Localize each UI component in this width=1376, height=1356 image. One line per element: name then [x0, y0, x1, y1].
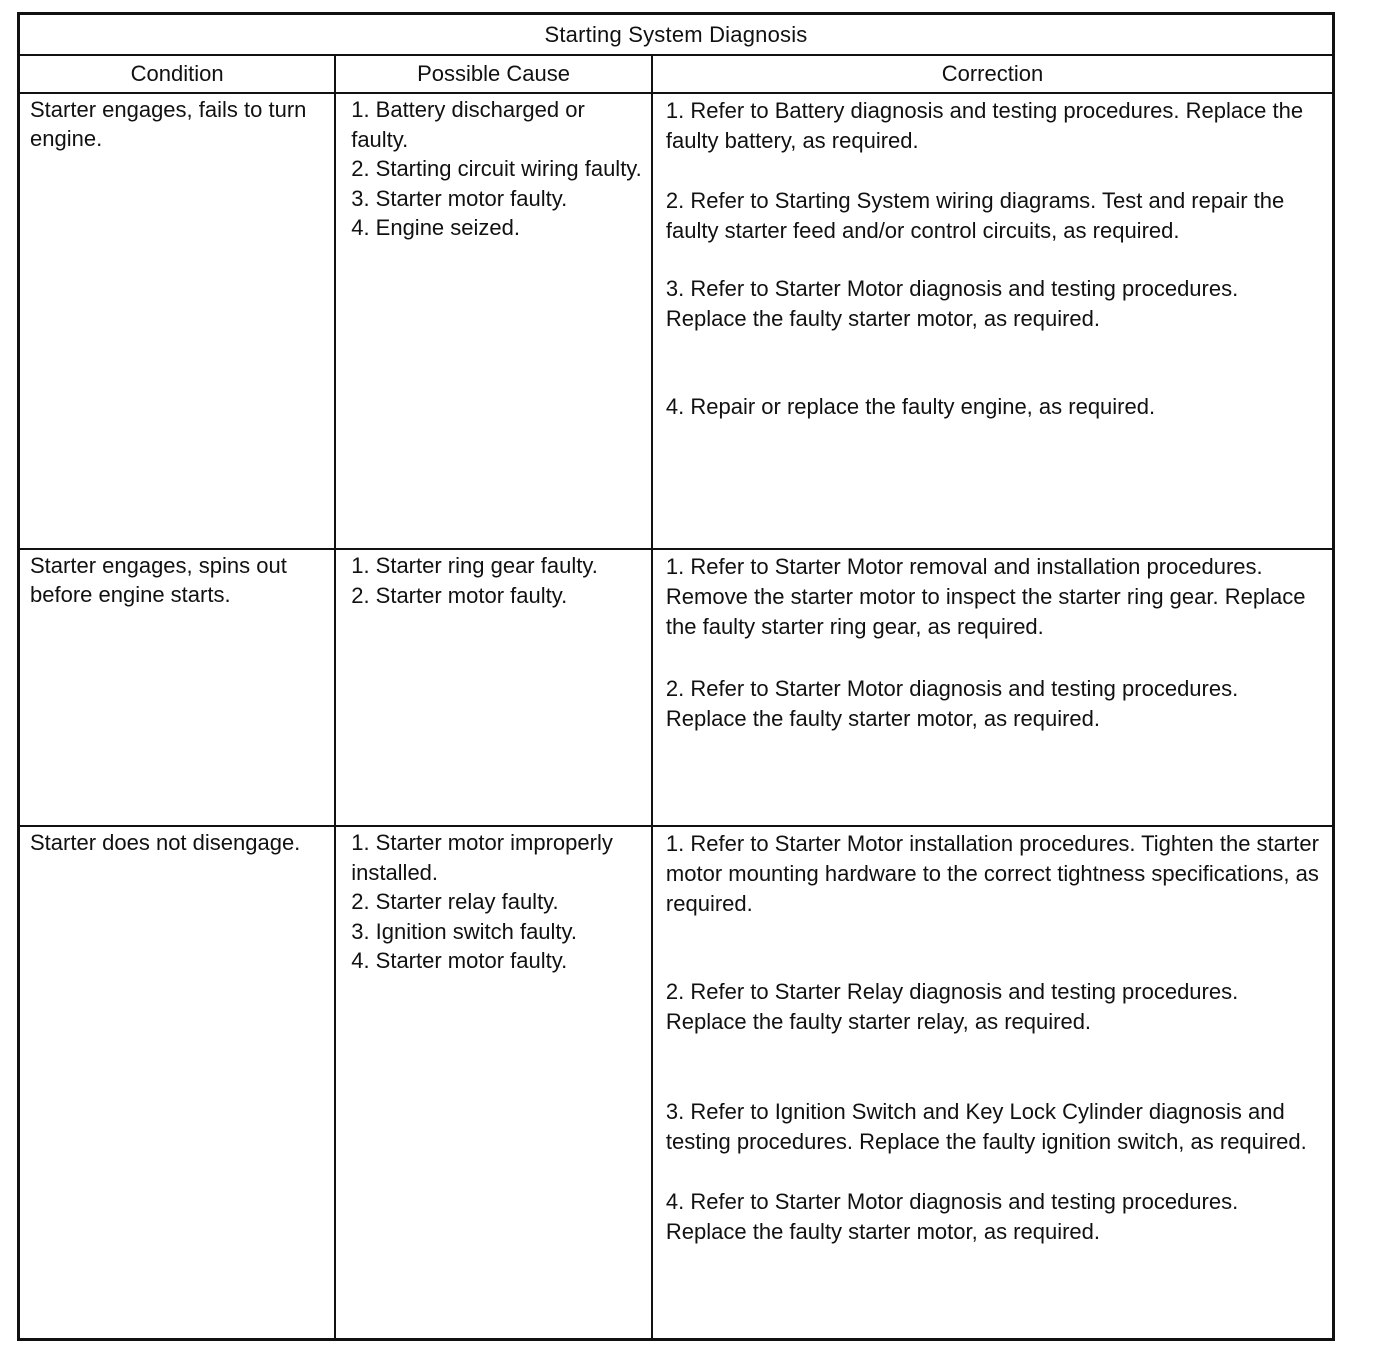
correction-cell	[652, 826, 1334, 1339]
correction-list	[653, 94, 1332, 422]
condition-cell	[19, 826, 336, 1339]
cause-header: Possible Cause	[335, 55, 652, 93]
correction-item: 3. Refer to Ignition Switch and Key Lock Cylinder diagnosis and testing procedures. Replace the faulty ignition switch, as required.	[665, 1099, 1307, 1154]
correction-item: 1. Refer to Battery diagnosis and testing procedures. Replace the faulty battery, as required.	[665, 98, 1304, 153]
correction-cell	[652, 549, 1334, 826]
cause-item: 1. Starter motor improperly installed.	[351, 830, 613, 885]
correction-header: Correction	[652, 55, 1334, 93]
cause-item: 3. Starter motor faulty.	[351, 185, 568, 211]
correction-list	[653, 550, 1332, 734]
header-row	[19, 55, 1334, 93]
cause-item: 1. Battery discharged or faulty.	[351, 97, 585, 152]
table-title: Starting System Diagnosis	[19, 14, 1334, 56]
condition-header: Condition	[19, 55, 336, 93]
diagnosis-table	[17, 12, 1335, 1341]
correction-item: 4. Repair or replace the faulty engine, as required.	[665, 394, 1156, 419]
table-row	[19, 826, 1334, 1339]
correction-item: 2. Refer to Starting System wiring diagrams. Test and repair the faulty starter feed and/or control circuits, as required.	[665, 188, 1285, 243]
cause-cell	[335, 93, 652, 549]
correction-item: 1. Refer to Starter Motor removal and installation procedures. Remove the starter motor to inspect the starter ring gear. Replace the faulty starter ring gear, as required.	[665, 554, 1306, 639]
cause-list	[336, 827, 651, 976]
condition-text: Starter engages, spins out before engine starts.	[30, 553, 287, 607]
condition-cell	[19, 93, 336, 549]
correction-item: 2. Refer to Starter Relay diagnosis and testing procedures. Replace the faulty starter relay, as required.	[665, 979, 1239, 1034]
correction-cell	[652, 93, 1334, 549]
cause-item: 4. Engine seized.	[351, 215, 520, 240]
cause-cell	[335, 826, 652, 1339]
cause-list	[336, 94, 651, 243]
table-row	[19, 549, 1334, 826]
correction-list	[653, 827, 1332, 1247]
condition-text: Starter does not disengage.	[30, 830, 301, 855]
cause-item: 3. Ignition switch faulty.	[351, 918, 578, 944]
cause-item: 2. Starter motor faulty.	[351, 582, 568, 608]
cause-list	[336, 550, 651, 610]
cause-cell	[335, 549, 652, 826]
cause-item: 2. Starting circuit wiring faulty.	[351, 156, 642, 181]
correction-item: 4. Refer to Starter Motor diagnosis and testing procedures. Replace the faulty starter motor, as required.	[665, 1189, 1239, 1244]
table-row	[19, 93, 1334, 549]
cause-item: 2. Starter relay faulty.	[351, 889, 559, 914]
cause-item: 4. Starter motor faulty.	[351, 948, 568, 973]
title-row	[19, 14, 1334, 56]
correction-item: 2. Refer to Starter Motor diagnosis and testing procedures. Replace the faulty starter motor, as required.	[665, 676, 1239, 731]
correction-item: 1. Refer to Starter Motor installation procedures. Tighten the starter motor mounting hardware to the correct tightness specifications, as required.	[665, 831, 1319, 916]
cause-item: 1. Starter ring gear faulty.	[351, 553, 598, 578]
condition-text: Starter engages, fails to turn engine.	[30, 97, 307, 151]
correction-item: 3. Refer to Starter Motor diagnosis and testing procedures. Replace the faulty starter motor, as required.	[665, 276, 1239, 331]
condition-cell	[19, 549, 336, 826]
